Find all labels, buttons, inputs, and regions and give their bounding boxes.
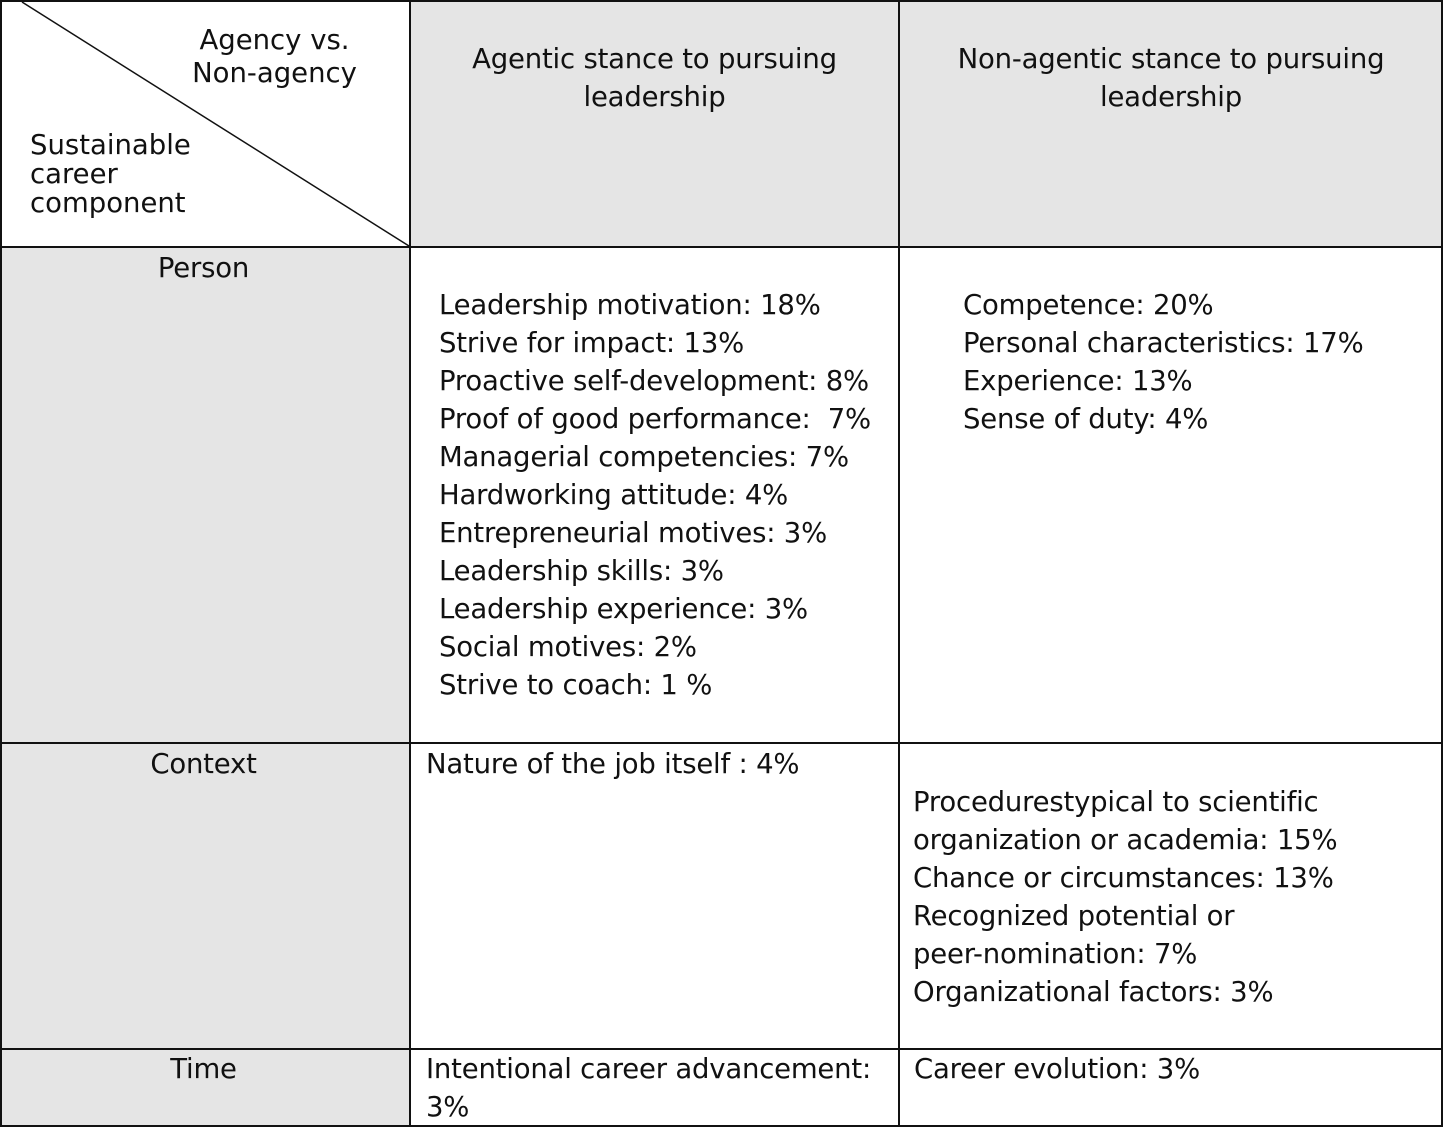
grid-line-row2 bbox=[0, 742, 1443, 744]
context-agentic-list bbox=[426, 745, 799, 783]
list-item: Experience: 13% bbox=[963, 365, 1193, 397]
header-nonagentic-cell bbox=[899, 0, 1443, 247]
grid-line-col2 bbox=[898, 0, 900, 1127]
list-item: Personal characteristics: 17% bbox=[963, 327, 1364, 359]
corner-bottom-line1: Sustainable bbox=[30, 129, 191, 161]
list-item: Leadership motivation: 18% bbox=[439, 289, 821, 321]
list-item: Leadership experience: 3% bbox=[439, 593, 808, 625]
corner-bottom-label bbox=[30, 131, 191, 218]
list-item: Strive to coach: 1 % bbox=[439, 669, 713, 701]
row-label-time: Time bbox=[170, 1053, 237, 1085]
list-item: Strive for impact: 13% bbox=[439, 327, 745, 359]
row-label-context: Context bbox=[150, 748, 257, 780]
list-item: Proactive self-development: 8% bbox=[439, 365, 869, 397]
column-header-agentic bbox=[410, 40, 899, 116]
list-item: organization or academia: 15% bbox=[913, 824, 1338, 856]
corner-bottom-line3: component bbox=[30, 187, 186, 219]
list-item: Organizational factors: 3% bbox=[913, 976, 1274, 1008]
list-item: Procedurestypical to scientific bbox=[913, 786, 1319, 818]
list-item: Career evolution: 3% bbox=[914, 1053, 1201, 1085]
list-item: Proof of good performance: 7% bbox=[439, 403, 871, 435]
corner-top-line1: Agency vs. bbox=[199, 24, 350, 56]
row-label-context-cell bbox=[0, 743, 410, 1049]
list-item: Leadership skills: 3% bbox=[439, 555, 724, 587]
column-header-nonagentic-line2: leadership bbox=[1100, 81, 1242, 113]
column-header-nonagentic bbox=[899, 40, 1443, 116]
list-item: Social motives: 2% bbox=[439, 631, 697, 663]
context-nonagentic-list bbox=[913, 783, 1337, 1011]
column-header-agentic-line2: leadership bbox=[583, 81, 726, 113]
corner-top-line2: Non-agency bbox=[192, 57, 357, 89]
person-nonagentic-list bbox=[963, 286, 1364, 438]
list-item: Recognized potential or bbox=[913, 900, 1235, 932]
row-label-person-cell bbox=[0, 247, 410, 743]
list-item: Intentional career advancement: bbox=[426, 1053, 872, 1085]
list-item: 3% bbox=[426, 1091, 470, 1123]
list-item: Entrepreneurial motives: 3% bbox=[439, 517, 828, 549]
person-agentic-list bbox=[439, 286, 871, 704]
column-header-agentic-line1: Agentic stance to pursuing bbox=[472, 43, 837, 75]
time-agentic-list bbox=[426, 1050, 871, 1126]
corner-top-label bbox=[187, 24, 362, 90]
row-label-person: Person bbox=[157, 252, 250, 284]
header-agentic-cell bbox=[410, 0, 899, 247]
corner-bottom-line2: career bbox=[30, 158, 118, 190]
list-item: Sense of duty: 4% bbox=[963, 403, 1209, 435]
list-item: Nature of the job itself : 4% bbox=[426, 748, 800, 780]
list-item: Hardworking attitude: 4% bbox=[439, 479, 789, 511]
list-item: Competence: 20% bbox=[963, 289, 1214, 321]
time-nonagentic-list bbox=[914, 1050, 1200, 1088]
column-header-nonagentic-line1: Non-agentic stance to pursuing bbox=[957, 43, 1385, 75]
list-item: Chance or circumstances: 13% bbox=[913, 862, 1334, 894]
list-item: peer-nomination: 7% bbox=[913, 938, 1198, 970]
list-item: Managerial competencies: 7% bbox=[439, 441, 849, 473]
